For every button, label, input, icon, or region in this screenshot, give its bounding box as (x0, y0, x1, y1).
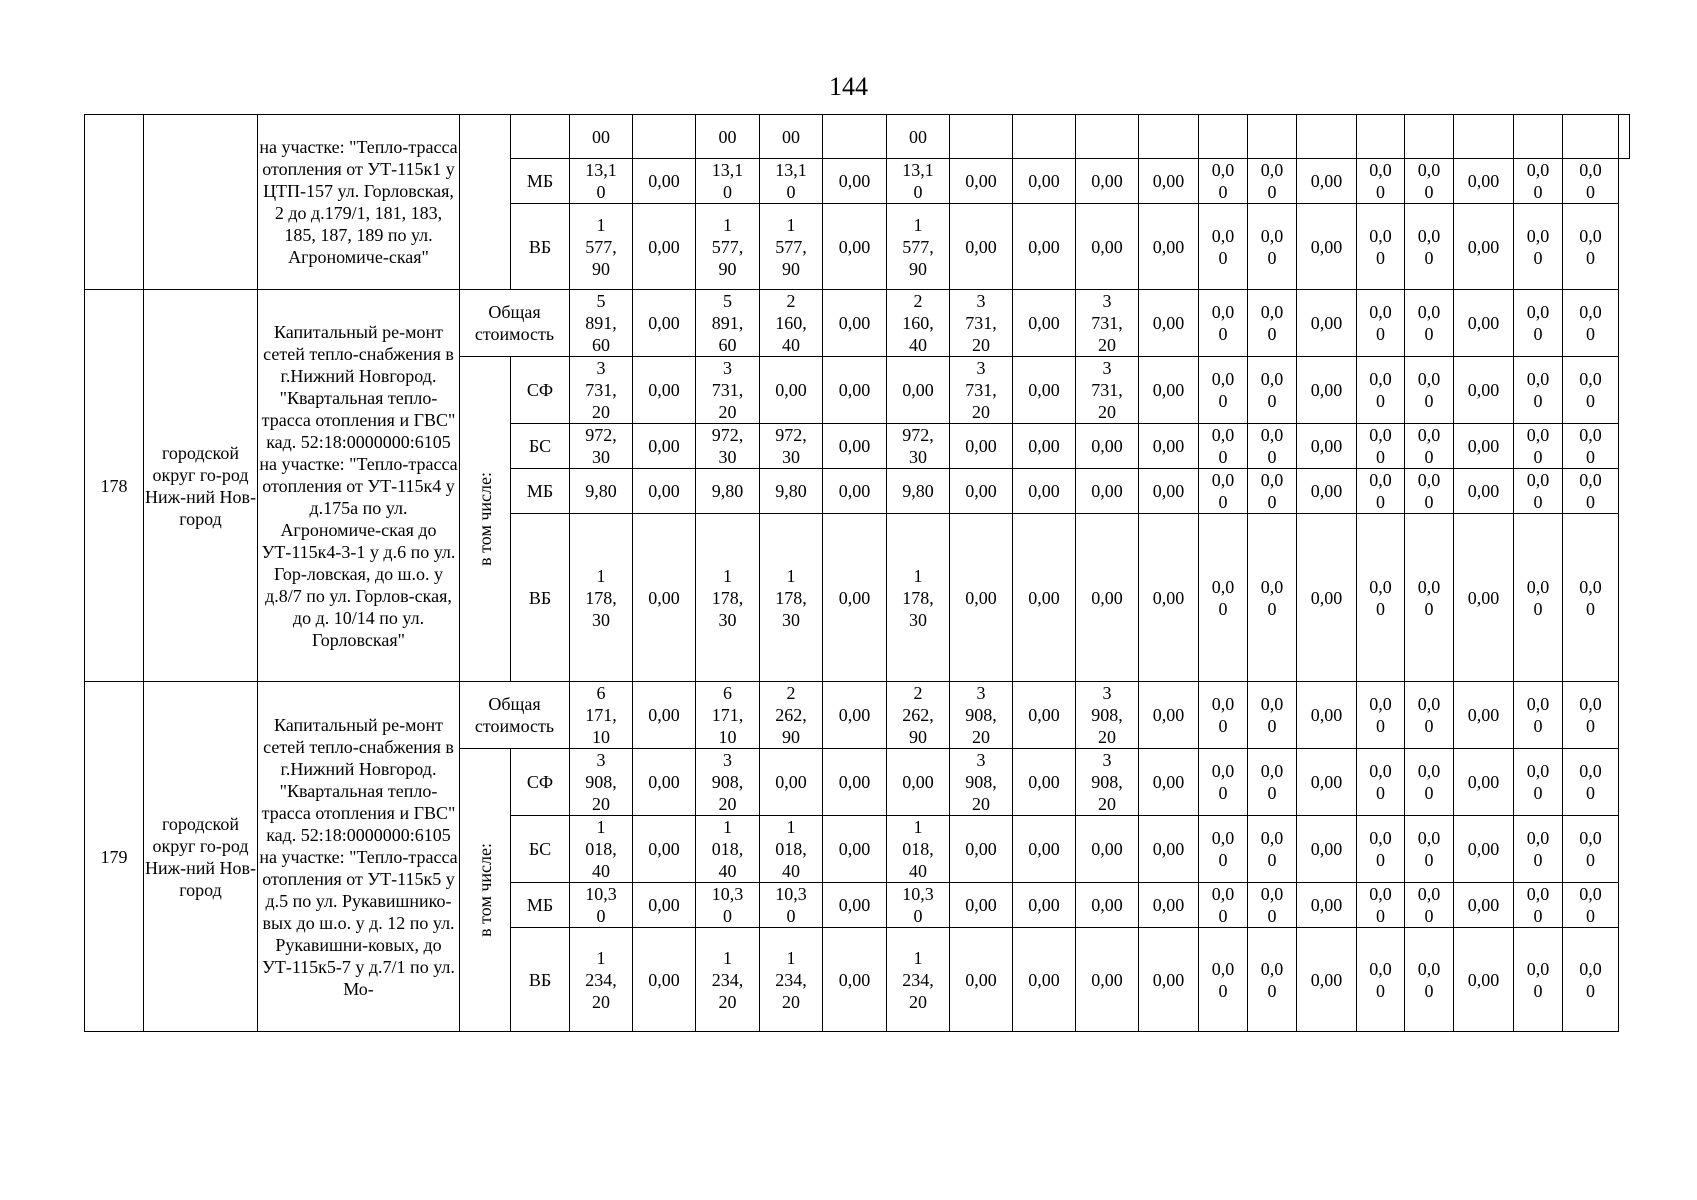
value-cell: 0,00 (1454, 469, 1514, 514)
value-cell: 1 178, 30 (760, 514, 823, 682)
value-cell: 0,00 (1297, 204, 1357, 290)
value-cell: 0,0 0 (1563, 928, 1619, 1032)
value-cell: 10,3 0 (570, 883, 633, 928)
value-cell: 0,00 (823, 469, 887, 514)
value-cell: 0,0 0 (1514, 159, 1563, 204)
value-cell: 0,00 (1454, 749, 1514, 816)
value-cell: 0,0 0 (1199, 749, 1248, 816)
value-cell: 0,0 0 (1248, 816, 1297, 883)
value-cell: 6 171, 10 (696, 682, 760, 749)
including-cell (460, 357, 511, 682)
value-cell: 0,00 (823, 514, 887, 682)
value-cell: 0,0 0 (1357, 159, 1405, 204)
value-cell: 3 908, 20 (1076, 749, 1139, 816)
value-cell: 0,00 (1013, 928, 1076, 1032)
value-cell: 2 262, 90 (760, 682, 823, 749)
row-number: 179 (85, 682, 144, 1032)
value-cell: 0,00 (1297, 514, 1357, 682)
value-cell: 00 (760, 115, 823, 159)
funding-label: СФ (511, 357, 570, 424)
value-cell: 0,00 (1139, 816, 1199, 883)
value-cell: 0,00 (823, 204, 887, 290)
value-cell: 1 577, 90 (570, 204, 633, 290)
value-cell: 0,0 0 (1199, 469, 1248, 514)
value-cell: 0,00 (950, 883, 1013, 928)
value-cell: 0,0 0 (1199, 682, 1248, 749)
value-cell: 0,0 0 (1357, 424, 1405, 469)
value-cell: 0,00 (1013, 514, 1076, 682)
funding-label: БС (511, 816, 570, 883)
value-cell: 3 908, 20 (950, 682, 1013, 749)
value-cell: 2 160, 40 (887, 290, 950, 357)
value-cell: 0,0 0 (1248, 204, 1297, 290)
value-cell: 5 891, 60 (696, 290, 760, 357)
value-cell: 0,00 (633, 514, 696, 682)
value-cell: 0,00 (1454, 204, 1514, 290)
including-label: в том числе: (475, 843, 495, 937)
value-cell: 0,00 (1139, 159, 1199, 204)
value-cell: 0,0 0 (1405, 159, 1454, 204)
value-cell: 0,00 (950, 159, 1013, 204)
value-cell: 0,00 (1297, 928, 1357, 1032)
including-label: в том числе: (475, 472, 495, 566)
value-cell: 0,0 0 (1514, 469, 1563, 514)
value-cell (1076, 115, 1139, 159)
value-cell: 0,0 0 (1514, 816, 1563, 883)
value-cell: 0,00 (1297, 469, 1357, 514)
value-cell: 3 908, 20 (570, 749, 633, 816)
value-cell: 0,0 0 (1563, 357, 1619, 424)
value-cell: 0,00 (633, 928, 696, 1032)
value-cell: 0,0 0 (1199, 928, 1248, 1032)
value-cell: 1 577, 90 (887, 204, 950, 290)
value-cell: 0,0 0 (1248, 514, 1297, 682)
value-cell: 0,00 (823, 424, 887, 469)
value-cell: 0,00 (633, 357, 696, 424)
value-cell: 0,00 (760, 357, 823, 424)
value-cell: 0,0 0 (1248, 749, 1297, 816)
value-cell: 0,0 0 (1248, 682, 1297, 749)
value-cell: 972, 30 (570, 424, 633, 469)
value-cell: 0,00 (1297, 816, 1357, 883)
value-cell: 0,00 (1139, 749, 1199, 816)
value-cell: 0,0 0 (1357, 357, 1405, 424)
value-cell: 0,0 0 (1563, 816, 1619, 883)
value-cell (1199, 115, 1248, 159)
value-cell: 0,00 (1454, 514, 1514, 682)
value-cell: 0,0 0 (1199, 816, 1248, 883)
value-cell: 0,00 (950, 514, 1013, 682)
table-row (85, 115, 1630, 159)
value-cell: 5 891, 60 (570, 290, 633, 357)
value-cell: 0,0 0 (1248, 159, 1297, 204)
value-cell: 0,00 (1454, 816, 1514, 883)
value-cell: 3 731, 20 (1076, 357, 1139, 424)
value-cell: 0,0 0 (1357, 749, 1405, 816)
value-cell: 0,0 0 (1514, 682, 1563, 749)
row-number: 178 (85, 290, 144, 682)
value-cell (1248, 115, 1297, 159)
municipality: городской округ го-род Ниж-ний Нов-город (144, 290, 258, 682)
value-cell: 00 (696, 115, 760, 159)
value-cell: 0,00 (1013, 204, 1076, 290)
value-cell: 0,00 (1454, 883, 1514, 928)
value-cell: 13,1 0 (887, 159, 950, 204)
value-cell: 972, 30 (887, 424, 950, 469)
value-cell (1514, 115, 1563, 159)
value-cell: 3 908, 20 (696, 749, 760, 816)
value-cell: 0,0 0 (1248, 357, 1297, 424)
value-cell: 0,00 (1297, 883, 1357, 928)
value-cell: 0,0 0 (1563, 469, 1619, 514)
value-cell: 0,00 (1013, 682, 1076, 749)
value-cell: 0,00 (1076, 424, 1139, 469)
value-cell: 10,3 0 (887, 883, 950, 928)
value-cell: 0,00 (1013, 424, 1076, 469)
value-cell: 0,0 0 (1563, 159, 1619, 204)
value-cell: 0,00 (1454, 159, 1514, 204)
value-cell: 0,0 0 (1405, 424, 1454, 469)
value-cell: 0,0 0 (1199, 883, 1248, 928)
table-row (85, 290, 1630, 357)
value-cell: 0,00 (1139, 204, 1199, 290)
including-cell (460, 749, 511, 1032)
value-cell: 0,00 (823, 816, 887, 883)
value-cell: 0,0 0 (1199, 514, 1248, 682)
value-cell: 0,0 0 (1514, 514, 1563, 682)
value-cell: 0,00 (1076, 928, 1139, 1032)
value-cell: 0,00 (633, 290, 696, 357)
value-cell: 0,00 (1454, 357, 1514, 424)
value-cell: 0,00 (950, 816, 1013, 883)
object-description: Капитальный ре-монт сетей тепло-снабжения в г.Нижний Новгород. "Квартальная тепло-трасса отопления и ГВС" кад. 52:18:0000000:6105 на участке: "Тепло-трасса отопления от УТ-115к4 у д.175а по ул. Агрономиче-ская до УТ-115к4-3-1 у д.6 по ул. Гор-ловская, до ш.о. у д.8/7 по ул. Горлов-ская, до д. 10/14 по ул. Горловская" (258, 290, 460, 682)
value-cell: 1 178, 30 (570, 514, 633, 682)
value-cell: 1 178, 30 (696, 514, 760, 682)
value-cell: 0,0 0 (1405, 682, 1454, 749)
value-cell: 2 160, 40 (760, 290, 823, 357)
value-cell: 0,00 (1139, 883, 1199, 928)
total-label: Общая стоимость (460, 290, 570, 357)
value-cell: 0,0 0 (1405, 514, 1454, 682)
municipality: городской округ го-род Ниж-ний Нов-город (144, 682, 258, 1032)
object-description: на участке: "Тепло-трасса отопления от УТ-115к1 у ЦТП-157 ул. Горловская, 2 до д.179/1, 181, 183, 185, 187, 189 по ул. Агрономиче-ская" (258, 115, 460, 290)
value-cell (1405, 115, 1454, 159)
value-cell: 0,0 0 (1563, 682, 1619, 749)
value-cell: 0,0 0 (1199, 290, 1248, 357)
value-cell: 13,1 0 (696, 159, 760, 204)
value-cell: 1 577, 90 (760, 204, 823, 290)
value-cell (1454, 115, 1514, 159)
value-cell: 0,00 (823, 357, 887, 424)
funding-label: МБ (511, 469, 570, 514)
value-cell: 0,0 0 (1405, 469, 1454, 514)
value-cell: 0,0 0 (1357, 514, 1405, 682)
value-cell: 0,00 (1139, 357, 1199, 424)
value-cell: 0,00 (1013, 290, 1076, 357)
value-cell: 0,0 0 (1199, 357, 1248, 424)
value-cell: 0,0 0 (1563, 424, 1619, 469)
value-cell: 3 908, 20 (950, 749, 1013, 816)
row-number (85, 115, 144, 290)
value-cell: 972, 30 (696, 424, 760, 469)
page-number: 144 (829, 72, 868, 101)
value-cell: 0,0 0 (1357, 469, 1405, 514)
value-cell: 1 018, 40 (696, 816, 760, 883)
value-cell: 0,0 0 (1248, 424, 1297, 469)
value-cell: 0,0 0 (1514, 749, 1563, 816)
value-cell: 0,00 (1297, 290, 1357, 357)
value-cell: 9,80 (760, 469, 823, 514)
value-cell: 0,0 0 (1357, 682, 1405, 749)
value-cell: 0,00 (1297, 749, 1357, 816)
value-cell: 0,00 (887, 357, 950, 424)
value-cell: 3 731, 20 (950, 290, 1013, 357)
value-cell: 3 731, 20 (696, 357, 760, 424)
value-cell: 0,00 (1454, 290, 1514, 357)
value-cell: 0,00 (1076, 816, 1139, 883)
funding-label: СФ (511, 749, 570, 816)
value-cell: 0,00 (1454, 424, 1514, 469)
value-cell: 0,00 (1139, 682, 1199, 749)
value-cell (633, 115, 696, 159)
cost-table (84, 114, 1630, 1032)
value-cell: 1 018, 40 (760, 816, 823, 883)
value-cell: 0,0 0 (1514, 928, 1563, 1032)
value-cell: 0,0 0 (1514, 204, 1563, 290)
value-cell: 0,0 0 (1357, 816, 1405, 883)
value-cell: 0,0 0 (1248, 928, 1297, 1032)
value-cell: 0,00 (1139, 469, 1199, 514)
value-cell: 0,0 0 (1514, 883, 1563, 928)
value-cell: 0,00 (1297, 424, 1357, 469)
value-cell: 0,00 (1297, 682, 1357, 749)
value-cell: 1 234, 20 (570, 928, 633, 1032)
value-cell: 1 234, 20 (760, 928, 823, 1032)
value-cell: 0,0 0 (1514, 290, 1563, 357)
value-cell: 0,00 (823, 749, 887, 816)
value-cell: 0,00 (1076, 514, 1139, 682)
value-cell: 0,0 0 (1563, 290, 1619, 357)
value-cell: 0,00 (1454, 682, 1514, 749)
value-cell: 13,1 0 (570, 159, 633, 204)
value-cell: 0,0 0 (1514, 357, 1563, 424)
value-cell: 0,0 0 (1563, 883, 1619, 928)
value-cell: 3 731, 20 (950, 357, 1013, 424)
value-cell (1297, 115, 1357, 159)
value-cell: 10,3 0 (696, 883, 760, 928)
value-cell: 0,00 (1013, 816, 1076, 883)
value-cell: 0,0 0 (1563, 749, 1619, 816)
value-cell: 0,0 0 (1357, 928, 1405, 1032)
value-cell: 1 577, 90 (696, 204, 760, 290)
value-cell: 0,00 (823, 159, 887, 204)
value-cell: 0,00 (823, 928, 887, 1032)
value-cell: 0,00 (1013, 159, 1076, 204)
value-cell: 1 018, 40 (887, 816, 950, 883)
value-cell: 0,00 (950, 204, 1013, 290)
value-cell: 0,00 (633, 749, 696, 816)
value-cell: 0,00 (1013, 883, 1076, 928)
value-cell: 0,0 0 (1248, 290, 1297, 357)
value-cell: 10,3 0 (760, 883, 823, 928)
value-cell: 0,00 (1454, 928, 1514, 1032)
value-cell: 9,80 (887, 469, 950, 514)
value-cell: 3 731, 20 (1076, 290, 1139, 357)
value-cell: 0,00 (1076, 469, 1139, 514)
value-cell: 0,0 0 (1405, 204, 1454, 290)
value-cell: 0,0 0 (1405, 749, 1454, 816)
value-cell: 0,00 (633, 159, 696, 204)
value-cell: 00 (570, 115, 633, 159)
value-cell: 0,0 0 (1563, 514, 1619, 682)
value-cell: 0,0 0 (1514, 424, 1563, 469)
value-cell (823, 115, 887, 159)
value-cell: 0,00 (633, 204, 696, 290)
municipality (144, 115, 258, 290)
funding-label: БС (511, 424, 570, 469)
value-cell: 0,0 0 (1405, 357, 1454, 424)
total-label: Общая стоимость (460, 682, 570, 749)
value-cell: 0,00 (823, 682, 887, 749)
table-row (85, 682, 1630, 749)
value-cell: 1 234, 20 (696, 928, 760, 1032)
including-cell (460, 115, 511, 290)
value-cell: 3 731, 20 (570, 357, 633, 424)
value-cell: 0,00 (1013, 469, 1076, 514)
value-cell: 9,80 (570, 469, 633, 514)
value-cell: 3 908, 20 (1076, 682, 1139, 749)
value-cell: 0,00 (887, 749, 950, 816)
value-cell: 0,00 (1076, 159, 1139, 204)
value-cell: 0,0 0 (1248, 883, 1297, 928)
funding-label: МБ (511, 159, 570, 204)
value-cell: 972, 30 (760, 424, 823, 469)
value-cell: 0,0 0 (1199, 424, 1248, 469)
value-cell: 0,0 0 (1357, 204, 1405, 290)
value-cell: 0,0 0 (1248, 469, 1297, 514)
value-cell: 0,00 (950, 928, 1013, 1032)
value-cell: 9,80 (696, 469, 760, 514)
value-cell: 0,0 0 (1405, 928, 1454, 1032)
value-cell: 0,00 (760, 749, 823, 816)
funding-label: ВБ (511, 928, 570, 1032)
value-cell: 0,0 0 (1405, 816, 1454, 883)
value-cell: 0,0 0 (1199, 159, 1248, 204)
value-cell: 0,00 (950, 469, 1013, 514)
value-cell: 00 (887, 115, 950, 159)
funding-label: ВБ (511, 204, 570, 290)
value-cell: 0,00 (1139, 928, 1199, 1032)
funding-label: МБ (511, 883, 570, 928)
value-cell (1013, 115, 1076, 159)
value-cell: 0,0 0 (1405, 883, 1454, 928)
value-cell: 0,00 (633, 816, 696, 883)
value-cell: 6 171, 10 (570, 682, 633, 749)
value-cell: 0,0 0 (1357, 290, 1405, 357)
value-cell: 2 262, 90 (887, 682, 950, 749)
value-cell: 13,1 0 (760, 159, 823, 204)
value-cell (950, 115, 1013, 159)
value-cell (1139, 115, 1199, 159)
value-cell: 0,00 (1297, 357, 1357, 424)
value-cell: 0,00 (1013, 357, 1076, 424)
value-cell: 0,0 0 (1563, 204, 1619, 290)
value-cell: 0,00 (633, 682, 696, 749)
value-cell (1619, 115, 1630, 159)
value-cell: 1 234, 20 (887, 928, 950, 1032)
value-cell: 0,0 0 (1199, 204, 1248, 290)
value-cell: 0,00 (633, 424, 696, 469)
value-cell: 0,00 (633, 469, 696, 514)
value-cell (1357, 115, 1405, 159)
value-cell: 0,00 (1076, 883, 1139, 928)
value-cell: 0,00 (823, 883, 887, 928)
value-cell: 0,0 0 (1357, 883, 1405, 928)
value-cell: 0,00 (1076, 204, 1139, 290)
value-cell: 0,00 (1139, 424, 1199, 469)
funding-label (511, 115, 570, 159)
value-cell: 0,00 (823, 290, 887, 357)
value-cell: 0,00 (633, 883, 696, 928)
value-cell: 1 178, 30 (887, 514, 950, 682)
value-cell: 1 018, 40 (570, 816, 633, 883)
value-cell: 0,00 (1013, 749, 1076, 816)
value-cell: 0,00 (1297, 159, 1357, 204)
funding-label: ВБ (511, 514, 570, 682)
value-cell: 0,00 (950, 424, 1013, 469)
value-cell: 0,00 (1139, 514, 1199, 682)
value-cell (1563, 115, 1619, 159)
object-description: Капитальный ре-монт сетей тепло-снабжения в г.Нижний Новгород. "Квартальная тепло-трасса отопления и ГВС" кад. 52:18:0000000:6105 на участке: "Тепло-трасса отопления от УТ-115к5 у д.5 по ул. Рукавишнико-вых до ш.о. у д. 12 по ул. Рукавишни-ковых, до УТ-115к5-7 у д.7/1 по ул. Мо- (258, 682, 460, 1032)
value-cell: 0,00 (1139, 290, 1199, 357)
value-cell: 0,0 0 (1405, 290, 1454, 357)
